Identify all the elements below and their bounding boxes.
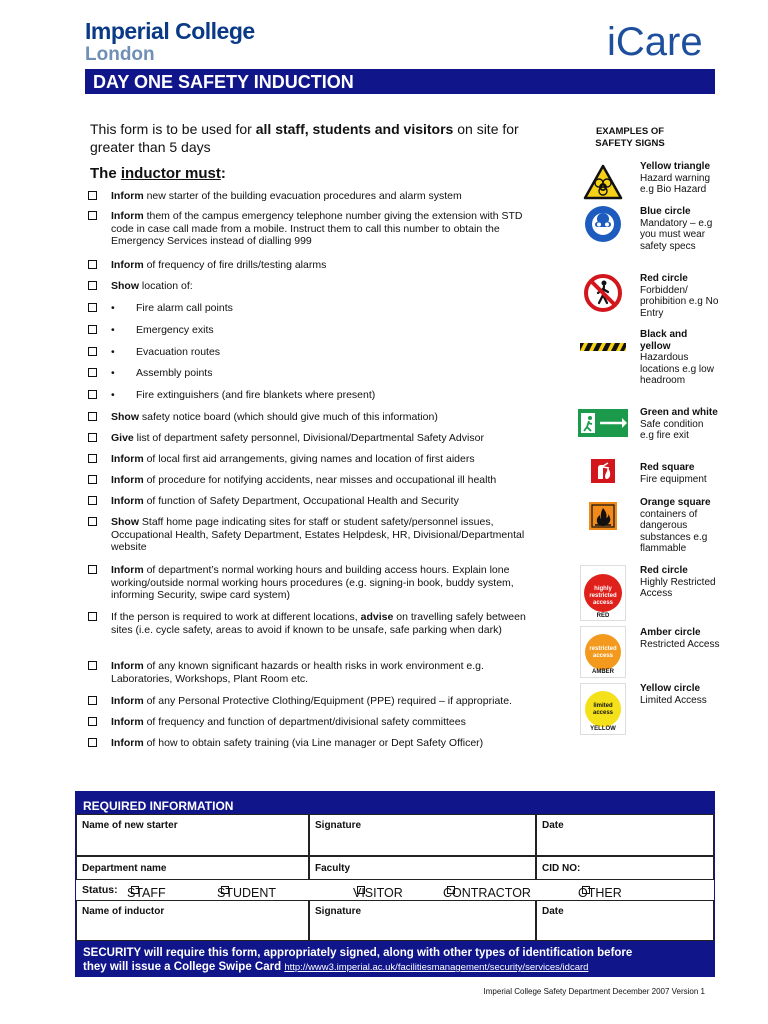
checkbox[interactable] [88, 390, 97, 399]
field-label: Date [542, 820, 564, 831]
sign-description: Black and yellow Hazardous locations e.g low headroom [640, 329, 714, 386]
security-notice-line: SECURITY will require this form, appropriately signed, along with other types of identification before [83, 947, 633, 959]
checkbox[interactable] [88, 517, 97, 526]
yellow-circle-sign-label: YELLOW [590, 726, 616, 732]
checkbox[interactable] [582, 886, 590, 894]
amber-circle-sign-label: AMBER [592, 669, 614, 675]
checkbox[interactable] [88, 211, 97, 220]
checkbox[interactable] [88, 412, 97, 421]
field-label: Name of new starter [82, 820, 178, 831]
limited-access-icon [578, 683, 628, 735]
checkbox[interactable] [88, 496, 97, 505]
checkbox[interactable] [88, 661, 97, 670]
sign-description: Yellow circle Limited Access [640, 683, 707, 706]
checkbox[interactable] [88, 325, 97, 334]
sign-description: Red circle Highly Restricted Access [640, 565, 716, 599]
yellow-circle-sign-text: limited access [592, 703, 614, 716]
intro-text: This form is to be used for all staff, students and visitors on site for greater than 5 days [90, 121, 519, 155]
checkbox[interactable] [88, 717, 97, 726]
checkbox[interactable] [88, 454, 97, 463]
required-information-header: REQUIRED INFORMATION [75, 791, 715, 814]
sign-description: Amber circle Restricted Access [640, 627, 720, 650]
field-label: Name of inductor [82, 906, 165, 917]
field-label: Faculty [315, 863, 351, 874]
field-label: Date [542, 906, 564, 917]
status-row: Status: STAFF STUDENT VISITOR CONTRACTOR OTHER [82, 884, 622, 900]
checkbox[interactable] [88, 303, 97, 312]
hazard-stripe-icon [578, 341, 628, 353]
sign-description: Red square Fire equipment [640, 462, 707, 485]
idcard-link[interactable]: http://www3.imperial.ac.uk/facilitiesmanagement/security/services/idcard [284, 962, 589, 973]
safety-specs-mandatory-icon [578, 205, 628, 243]
red-circle-sign-label: RED [596, 613, 610, 619]
department-name-field[interactable] [76, 856, 309, 880]
safety-signs-heading: EXAMPLES OF SAFETY SIGNS [595, 126, 665, 149]
sign-description: Yellow triangle Hazard warning e.g Bio Hazard [640, 161, 711, 195]
name-of-inductor-field[interactable] [76, 900, 309, 941]
checkbox[interactable] [357, 886, 365, 894]
checkbox[interactable] [88, 260, 97, 269]
cid-number-field[interactable] [536, 856, 714, 880]
status-label: Status: [82, 884, 118, 896]
inductor-heading: The inductor must: [90, 165, 226, 182]
restricted-access-icon [578, 626, 628, 678]
highly-restricted-access-icon [578, 565, 628, 621]
logo-imperial-college: Imperial College [85, 18, 255, 44]
security-notice-line: they will issue a College Swipe Card http://www3.imperial.ac.uk/facilitiesmanagement/security/services/idcard [83, 961, 589, 973]
checkbox[interactable] [221, 886, 229, 894]
checkbox[interactable] [88, 475, 97, 484]
no-entry-prohibition-icon [578, 273, 628, 313]
field-label: Signature [315, 906, 362, 917]
amber-circle-sign-text: restricted access [589, 646, 617, 659]
field-label: Department name [82, 863, 167, 874]
biohazard-sign-icon [578, 163, 628, 201]
signature-field[interactable] [309, 814, 536, 856]
logo-london: London [85, 44, 155, 65]
checkbox[interactable] [88, 565, 97, 574]
faculty-field[interactable] [309, 856, 536, 880]
footer-text: Imperial College Safety Department December 2007 Version 1 [483, 987, 705, 996]
inductor-signature-field[interactable] [309, 900, 536, 941]
checkbox[interactable] [88, 281, 97, 290]
date-field[interactable] [536, 814, 714, 856]
flammable-icon [578, 501, 628, 531]
checkbox[interactable] [447, 886, 455, 894]
field-label: Signature [315, 820, 362, 831]
checkbox[interactable] [88, 433, 97, 442]
checkbox[interactable] [88, 347, 97, 356]
checkbox[interactable] [88, 191, 97, 200]
sign-description: Blue circle Mandatory – e.g you must wear safety specs [640, 206, 713, 252]
inductor-date-field[interactable] [536, 900, 714, 941]
icare-logo: iCare [607, 20, 703, 64]
page-title: DAY ONE SAFETY INDUCTION [85, 69, 715, 94]
sign-description: Green and white Safe condition e.g fire exit [640, 407, 718, 441]
checkbox[interactable] [131, 886, 139, 894]
checkbox[interactable] [88, 696, 97, 705]
fire-equipment-icon [578, 458, 628, 484]
checkbox[interactable] [88, 738, 97, 747]
sign-description: Red circle Forbidden/ prohibition e.g No Entry [640, 273, 719, 319]
security-notice [75, 941, 715, 977]
checkbox[interactable] [88, 612, 97, 621]
name-of-new-starter-field[interactable] [76, 814, 309, 856]
fire-exit-icon [578, 408, 628, 438]
checkbox[interactable] [88, 368, 97, 377]
red-circle-sign-text: highly restricted access [589, 586, 617, 606]
field-label: CID NO: [542, 863, 581, 874]
sign-description: Orange square containers of dangerous substances e.g flammable [640, 497, 711, 554]
